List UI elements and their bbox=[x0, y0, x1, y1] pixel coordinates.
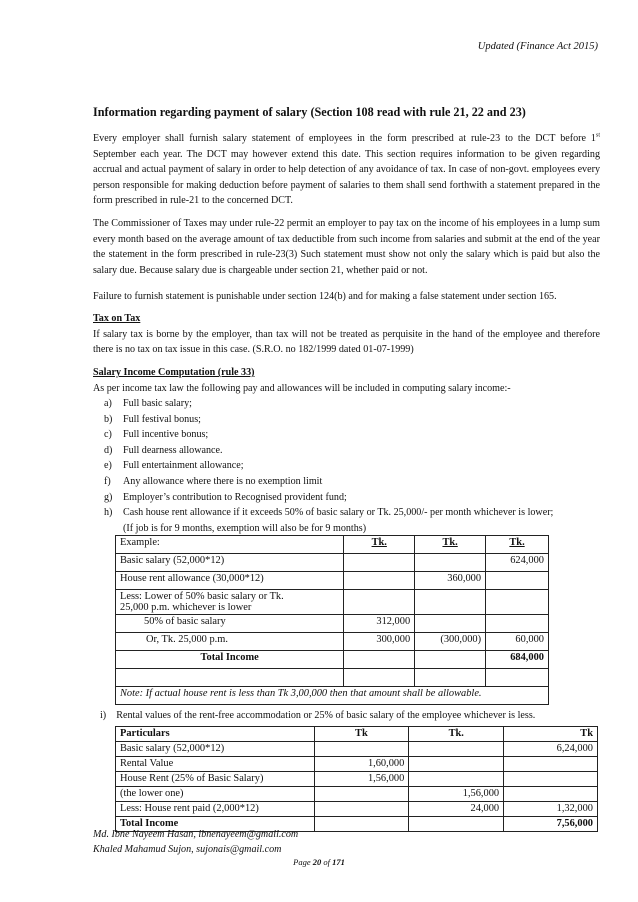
paragraph-salary-statement bbox=[93, 131, 600, 209]
table-row: Basic salary (52,000*12) 6,24,000 bbox=[116, 742, 598, 757]
tax-on-tax-section bbox=[93, 311, 600, 358]
table-row: Less: Lower of 50% basic salary or Tk. 25,000 p.m. whichever is lower bbox=[116, 590, 549, 615]
rental-label: i) bbox=[100, 710, 107, 721]
table-total-row: Total Income 684,000 bbox=[116, 651, 549, 669]
rental-text: Rental values of the rent-free accommodation or 25% of basic salary of the employee whichever is less. bbox=[116, 710, 536, 721]
table-row-empty bbox=[116, 669, 549, 687]
list-item: b) Full festival bonus; bbox=[104, 413, 201, 425]
salary-computation-section bbox=[93, 365, 600, 396]
para1-superscript: st bbox=[595, 132, 600, 139]
table-header-row: Example: Tk. Tk. Tk. bbox=[116, 536, 549, 554]
list-item: e) Full entertainment allowance; bbox=[104, 460, 244, 472]
list-item: h) Cash house rent allowance if it exceeds 50% of basic salary or Tk. 25,000/- per month whichever is lower; bbox=[104, 507, 554, 519]
pay-allowances-list bbox=[93, 396, 603, 536]
para1-text-a: Every employer shall furnish salary statement of employees in the form prescribed at rule-23 to the DCT before 1 bbox=[93, 133, 596, 144]
rental-table bbox=[115, 726, 598, 832]
salary-computation-intro: As per income tax law the following pay and allowances will be included in computing salary income:- bbox=[93, 382, 511, 394]
table-row: Basic salary (52,000*12) 624,000 bbox=[116, 554, 549, 572]
paragraph-penalty: Failure to furnish statement is punishable under section 124(b) and for making a false statement under section 165. bbox=[93, 291, 557, 302]
list-item: d) Full dearness allowance. bbox=[104, 444, 223, 456]
table-row: Less: House rent paid (2,000*12) 24,000 1,32,000 bbox=[116, 802, 598, 817]
rental-value-item bbox=[100, 710, 535, 721]
author-line: Md. Ibne Nayeem Hasan, ibnenayeem@gmail.com bbox=[93, 829, 299, 840]
table-row: Rental Value 1,60,000 bbox=[116, 757, 598, 772]
table-row: 50% of basic salary 312,000 bbox=[116, 615, 549, 633]
table-header-row: Particulars Tk Tk. Tk bbox=[116, 727, 598, 742]
page-number: Page 20 of 171 bbox=[293, 857, 345, 867]
author-line: Khaled Mahamud Sujon, sujonais@gmail.com bbox=[93, 844, 282, 855]
list-item-continuation: (If job is for 9 months, exemption will also be for 9 months) bbox=[123, 522, 367, 534]
table-row: House rent allowance (30,000*12) 360,000 bbox=[116, 572, 549, 590]
table-row: House Rent (25% of Basic Salary) 1,56,000 bbox=[116, 772, 598, 787]
salary-computation-heading: Salary Income Computation (rule 33) bbox=[93, 367, 255, 378]
running-header: Updated (Finance Act 2015) bbox=[477, 41, 598, 52]
authors-footer bbox=[93, 827, 298, 857]
table-total-row: Total Income 7,56,000 bbox=[116, 817, 598, 832]
table-row: (the lower one) 1,56,000 bbox=[116, 787, 598, 802]
table-note-row: Note: If actual house rent is less than Tk 3,00,000 then that amount shall be allowable. bbox=[116, 687, 549, 705]
paragraph-commissioner: The Commissioner of Taxes may under rule-22 permit an employer to pay tax on the income of his employees in a lump sum every month based on the average amount of tax deductible from such income from salaries and submit at the end of the year the statement in the form prescribed in rule-23(3) Such statement must show not only the salary which is paid but also the salary due. Because salary due is chargeable under section 21, whether paid or not. bbox=[93, 218, 600, 276]
list-item: f) Any allowance where there is no exemption limit bbox=[104, 475, 323, 487]
tax-on-tax-heading: Tax on Tax bbox=[93, 313, 141, 324]
list-item: g) Employer’s contribution to Recognised provident fund; bbox=[104, 491, 347, 503]
section-title: Information regarding payment of salary (Section 108 read with rule 21, 22 and 23) bbox=[93, 105, 526, 119]
table-row: Or, Tk. 25,000 p.m. 300,000 (300,000) 60,000 bbox=[116, 633, 549, 651]
para1-text-b: September each year. The DCT may however extend this date. This section requires information to be given regarding accrual and actual payment of salary in order to help detection of any avoidance of tax. In case of non-govt. employees every person responsible for making deduction before payment of salaries to them shall send forthwith a statement prepared in the form prescribed in rule-21 to the concerned DCT. bbox=[93, 148, 600, 207]
tax-on-tax-text: If salary tax is borne by the employer, than tax will not be treated as perquisite in the hand of the employee and therefore there is no tax on tax issue in this case. (S.R.O. no 182/1999 dated 01-07-1999) bbox=[93, 328, 600, 356]
example-table bbox=[115, 535, 549, 705]
list-item: c) Full incentive bonus; bbox=[104, 429, 209, 441]
list-item: a) Full basic salary; bbox=[104, 398, 192, 409]
